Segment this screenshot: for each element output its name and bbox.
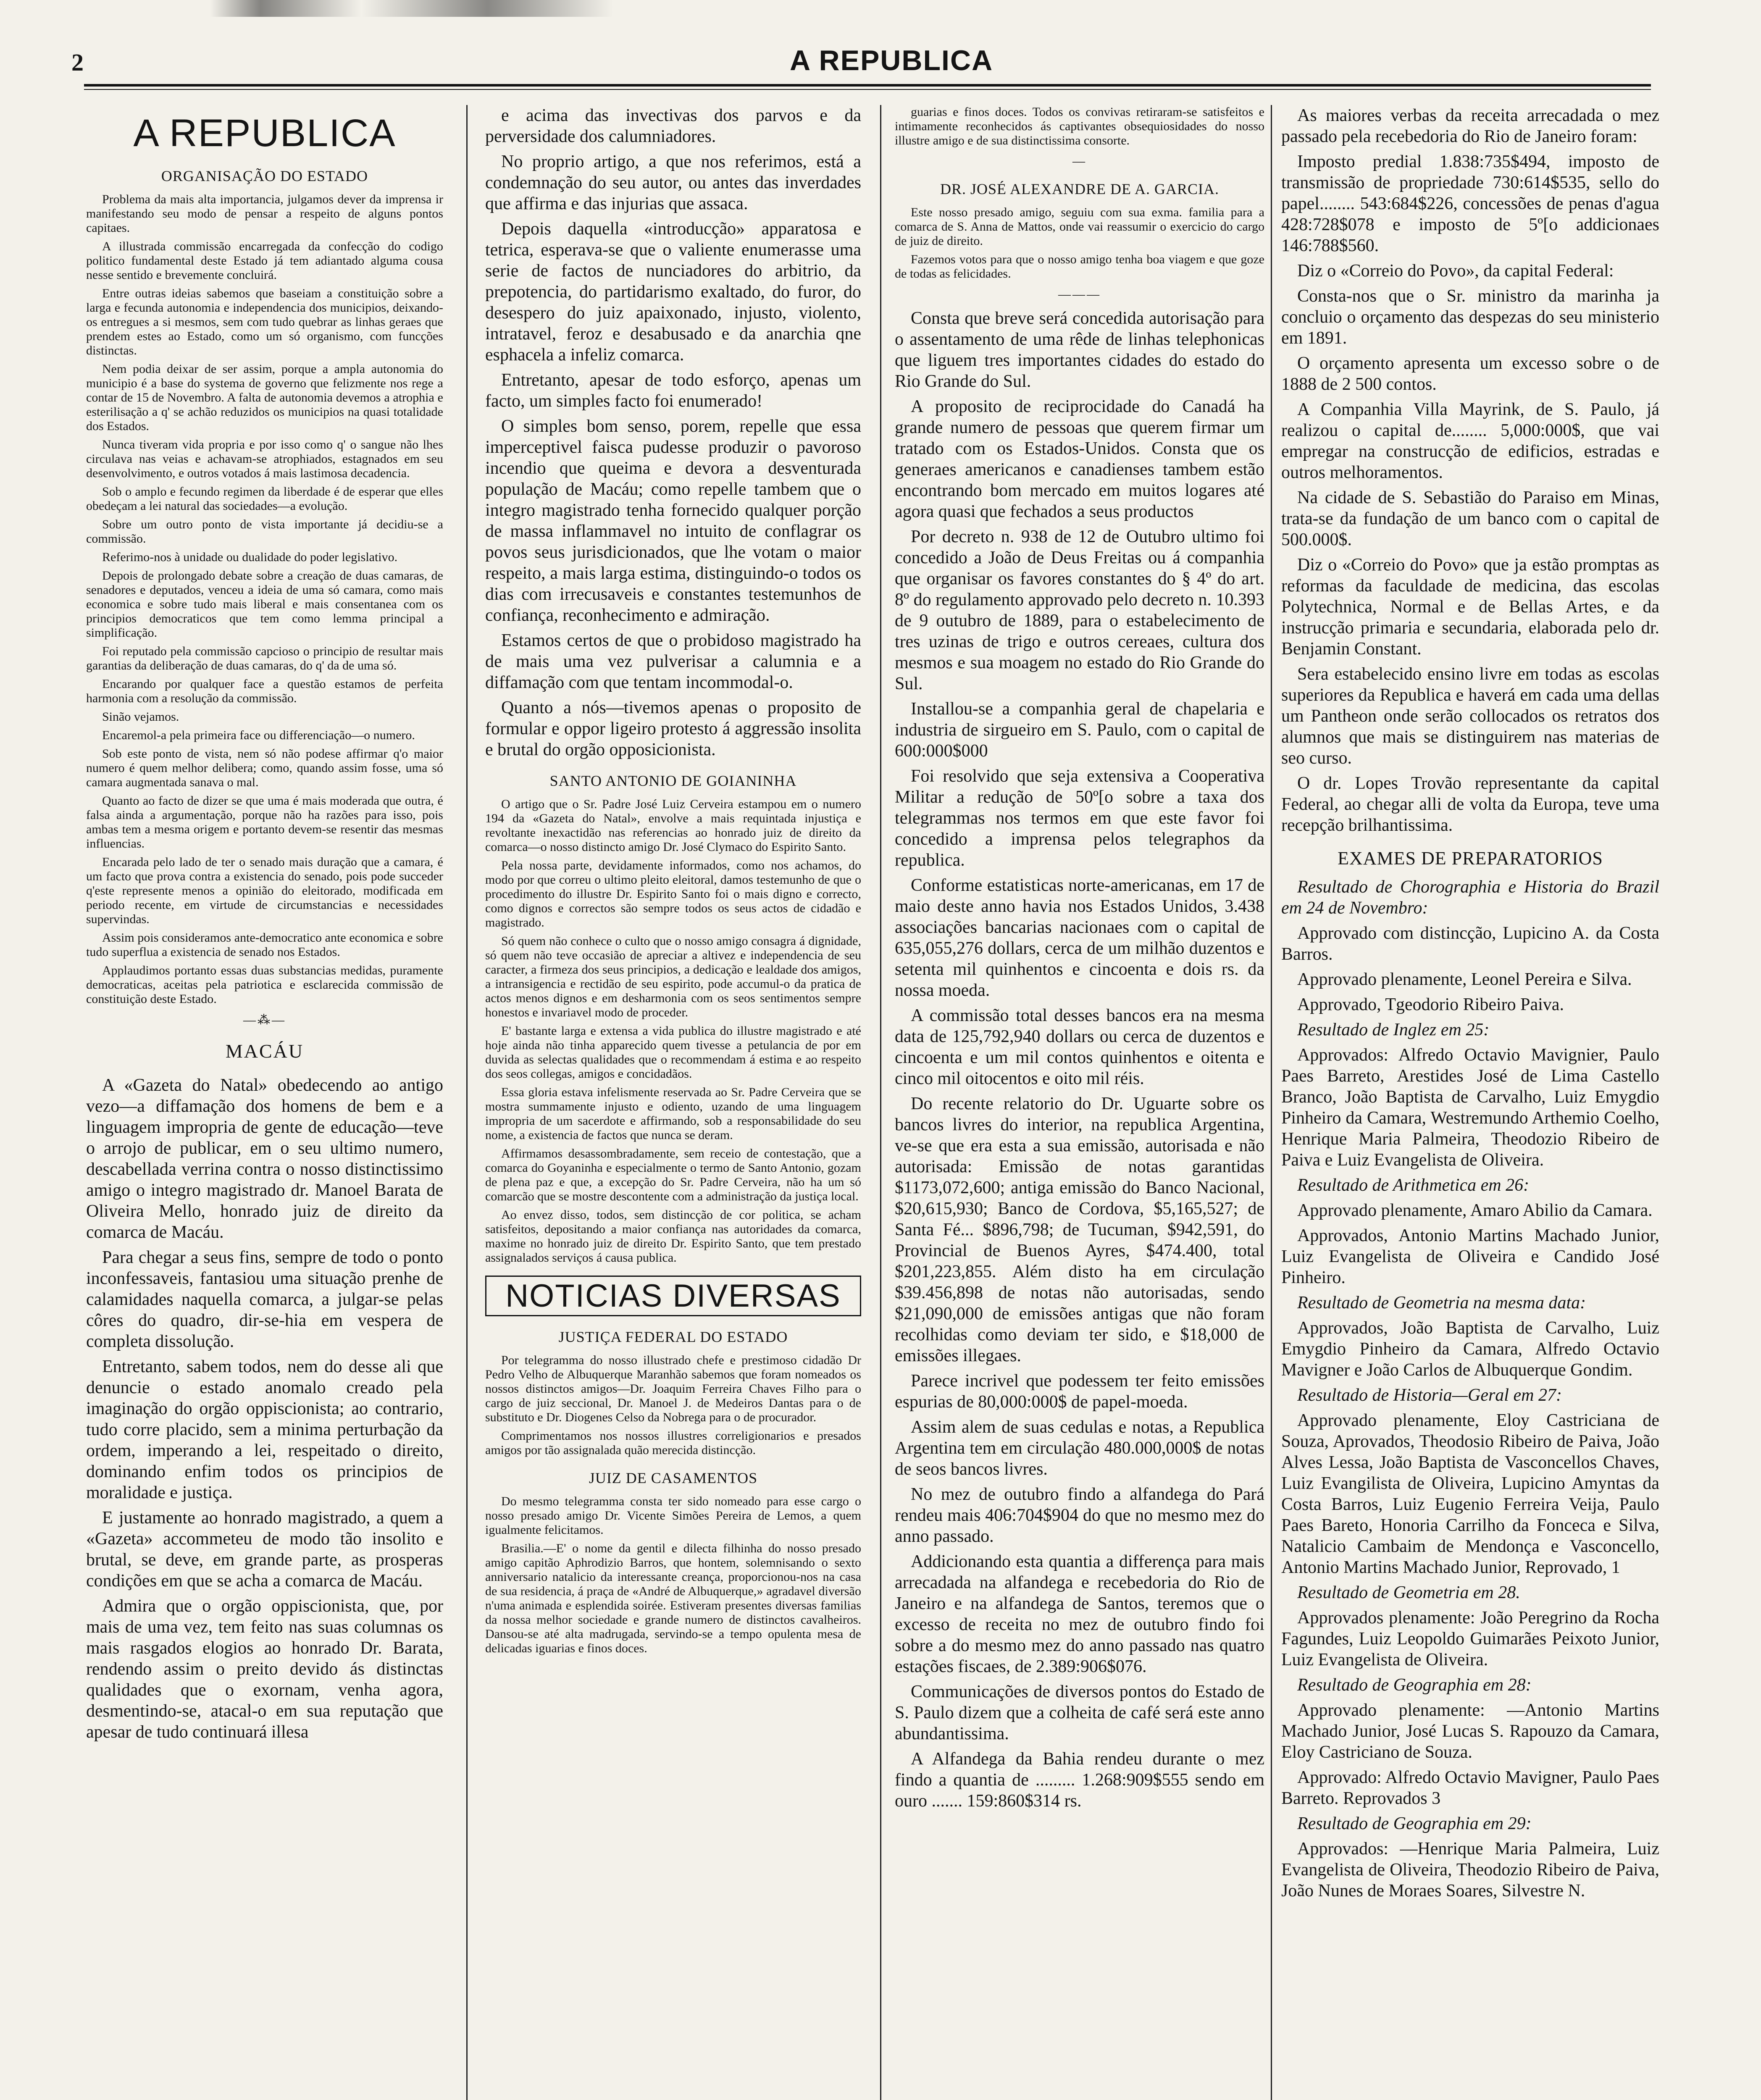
article-garcia — [895, 205, 1264, 281]
paragraph: Parece incrivel que podessem ter feito emissões espurias de 80,000:000$ de papel-moeda. — [895, 1371, 1264, 1412]
paragraph: Affirmamos desassombradamente, sem receio de contestação, que a comarca do Goyaninha e especialmente o termo de Santo Antonio, gozam de plena paz e que, a excepção do Sr. Padre Cerveira, não ha um só comarcão que se mostre descontente com a administração da justiça local. — [485, 1147, 861, 1203]
paragraph: Communicações de diversos pontos do Estado de S. Paulo dizem que a colheita de café será este anno abundantissima. — [895, 1682, 1264, 1743]
section-title-organisacao: ORGANISAÇÃO DO ESTADO — [161, 168, 368, 184]
column-2 — [485, 105, 861, 2100]
paragraph: Do mesmo telegramma consta ter sido nomeado para esse cargo o nosso presado amigo Dr. Vicente Simões Pereira de Lemos, a quem igualmente felicitamos. — [485, 1494, 861, 1537]
paragraph: Este nosso presado amigo, seguiu com sua exma. familia para a comarca de S. Anna de Mattos, onde vai reassumir o exercicio do cargo de juiz de direito. — [895, 205, 1264, 248]
paragraph: Resultado de Arithmetica em 26: — [1297, 1176, 1530, 1195]
section-title-juiz: JUIZ DE CASAMENTOS — [589, 1470, 758, 1486]
paragraph: Resultado de Geographia em 28: — [1297, 1675, 1532, 1695]
paragraph: Consta que breve será concedida autorisação para o assentamento de uma rêde de linhas telephonicas que liguem tres importantes cidades do estado do Rio Grande do Sul. — [895, 309, 1264, 391]
paragraph: Imposto predial 1.838:735$494, imposto de transmissão de propriedade 730:614$535, sello do papel........ 543:684$226, concessões de penas d'agua 428:728$078 e imposto de 5º[o addicionaes 146:788$560. — [1281, 152, 1659, 255]
paragraph: E justamente ao honrado magistrado, a quem a «Gazeta» accommeteu de modo tão insolito e brutal, se deve, em grande parte, as prosperas condições em que se acha a comarca de Macáu. — [86, 1508, 443, 1591]
paragraph: Sera estabelecido ensino livre em todas as escolas superiores da Republica e haverá em cada uma dellas um Pantheon onde serão collocados os retratos dos alumnos que mais se distinguirem nas materias de seo curso. — [1281, 664, 1659, 768]
paragraph: No proprio artigo, a que nos referimos, está a condemnação do seu autor, ou antes das inverdades que affirma e das injurias que assaca. — [485, 152, 861, 213]
paragraph: Assim alem de suas cedulas e notas, a Republica Argentina tem em circulação 480.000,000$ de notas de seos bancos livres. — [895, 1418, 1264, 1479]
paragraph: Depois daquella «introducção» apparatosa e tetrica, esperava-se que o valiente enumerasse uma serie de factos de nunciadores do arbitrio, da prepotencia, do partidarismo exaltado, do furor, do desespero do juiz apaixonado, injusto, violento, intratavel, feroz e desabusado e da anarchia qne esphacela a infeliz comarca. — [485, 219, 861, 365]
paragraph: Problema da mais alta importancia, julgamos dever da imprensa ir manifestando seu modo de pensar a respeito de alguns pontos capitaes. — [86, 192, 443, 235]
paragraph: No mez de outubro findo a alfandega do Pará rendeu mais 406:704$904 do que no mesmo mez do anno passado. — [895, 1485, 1264, 1546]
running-title: A REPUBLICA — [790, 45, 994, 76]
paragraph: Nunca tiveram vida propria e por isso como q' o sangue não lhes circulava nas veias e achavam-se atrophiados, estagnados em seu desenvolvimento, e outros votados á mais lastimosa decadencia. — [86, 438, 443, 480]
paragraph: A Alfandega da Bahia rendeu durante o mez findo a quantia de ......... 1.268:909$555 sendo em ouro ....... 159:860$314 rs. — [895, 1749, 1264, 1811]
paragraph: Approvados plenamente: João Peregrino da Rocha Fagundes, Luiz Leopoldo Guimarães Peixoto Junior, Luiz Evangelista de Oliveira. — [1281, 1608, 1659, 1670]
divider: — — [1072, 154, 1087, 168]
column-3 — [895, 105, 1264, 2100]
column-4 — [1281, 105, 1659, 2100]
column-rule — [466, 105, 468, 2100]
article-exames — [1281, 877, 1659, 1901]
article-brasilia-continued — [895, 105, 1264, 148]
paragraph: Admira que o orgão oppiscionista, que, por mais de uma vez, tem feito nas suas columnas os mais rasgados elogios ao honrado Dr. Barata, rendendo assim o preito devido ás distinctas qualidades que o exornam, venha agora, desmentindo-se, atacal-o em sua reputação que apesar de tudo continuará illesa — [86, 1596, 443, 1742]
paragraph: Resultado de Geographia em 29: — [1297, 1814, 1532, 1833]
paragraph: Resultado de Chorographia e Historia do Brazil em 24 de Novembro: — [1281, 877, 1659, 918]
paragraph: Por telegramma do nosso illustrado chefe e prestimoso cidadão Dr Pedro Velho de Albuquerque Maranhão sabemos que foram nomeados os nossos distinctos amigos—Dr. Joaquim Ferreira Chaves Filho para o cargo de juiz seccional, Dr. Manoel J. de Medeiros Dantas para o de substituto e Dr. Diogenes Celso da Nobrega para o de procurador. — [485, 1353, 861, 1424]
paragraph: Approvado plenamente, Leonel Pereira e Silva. — [1297, 970, 1632, 989]
paragraph: Por decreto n. 938 de 12 de Outubro ultimo foi concedido a João de Deus Freitas ou á companhia que organisar os favores constantes do § 4º do art. 8º do regulamento approvado pelo decreto n. 10.393 de 9 outubro de 1889, para o estabelecimento de tres uzinas de trigo e outros cereaes, cultura dos mesmos e sua moagem no estado do Rio Grande do Sul. — [895, 527, 1264, 693]
paragraph: O orçamento apresenta um excesso sobre o de 1888 de 2 500 contos. — [1281, 354, 1659, 394]
article-macau-continued — [485, 105, 861, 760]
column-1 — [86, 105, 443, 2100]
paragraph: Pela nossa parte, devidamente informados, como nos achamos, do modo por que correu o ultimo pleito eleitoral, damos testemunho de que o procedimento do illustre Dr. Espirito Santo foi o mais digno e correcto, como dignos e correctos são sempre todos os seus actos de cidadão e magistrado. — [485, 858, 861, 929]
paragraph: Entretanto, sabem todos, nem do desse ali que denuncie o estado anomalo creado pela imaginação do orgão oppiscionista; ao contrario, tudo corre placido, sem a minima perturbação da ordem, imperando a lei, respeitado o direito, dominando enfim todos os principios de moralidade e justiça. — [86, 1357, 443, 1502]
section-title-macau: MACÁU — [225, 1040, 304, 1062]
notes-column-4 — [1281, 105, 1659, 836]
paragraph: Installou-se a companhia geral de chapelaria e industria de sirgueiro em S. Paulo, com o capital de 600:000$000 — [895, 699, 1264, 761]
paragraph: Resultado de Geometria na mesma data: — [1297, 1293, 1586, 1312]
paragraph: Referimo-nos à unidade ou dualidade do poder legislativo. — [102, 550, 398, 564]
paragraph: Approvado plenamente: —Antonio Martins Machado Junior, José Lucas S. Rapouzo da Camara, Eloy Castriciano de Souza. — [1281, 1701, 1659, 1762]
article-santo-antonio — [485, 797, 861, 1265]
section-title-justica: JUSTIÇA FEDERAL DO ESTADO — [558, 1328, 788, 1345]
paragraph: Foi resolvido que seja extensiva a Cooperativa Militar a redução de 50º[o sobre a taxa dos telegrammas nos termos em que este favor foi concedido a imprensa pelos telegraphos da republica. — [895, 766, 1264, 870]
paragraph: Approvado plenamente, Eloy Castriciana de Souza, Aprovados, Theodosio Ribeiro de Paiva, João Alves Lessa, João Baptista de Vasconcellos Chaves, Luiz Evangilista de Oliveira, Lupicino Amyntas da Costa Barros, Luiz Eugenio Ferreira Veija, Paulo Paes Bareto, Honoria Carrilho da Fonceca e Silva, Natalicio Cambaim de Mendonça e Vasconcello, Antonio Martins Machado Junior, Reprovado, 1 — [1281, 1411, 1659, 1577]
article-juiz — [485, 1494, 861, 1656]
section-title-exames: EXAMES DE PREPARATORIOS — [1338, 848, 1603, 869]
paragraph: Approvados: Alfredo Octavio Mavignier, Paulo Paes Barreto, Arestides José de Lima Castello Branco, João Baptista de Carvalho, Luiz Emygdio Pinheiro da Camara, Westremundo Arthemio Coelho, Henrique Maria Palmeira, Theodozio Ribeiro de Paiva e Luiz Evangelista de Oliveira. — [1281, 1045, 1659, 1170]
ink-smudge — [210, 0, 714, 17]
article-justica — [485, 1353, 861, 1457]
page-number: 2 — [71, 49, 84, 76]
paragraph: Só quem não conhece o culto que o nosso amigo consagra á dignidade, só quem não teve occasião de apreciar a altivez e independencia de seu caracter, a firmeza dos seus principios, a dedicação e lealdade dos amigos, a intransigencia e rectidão de seu espirito, pode accumul-o da pratica de actos menos dignos e em desharmonia com os seos sentimentos sempre honestos e invariavel modo de proceder. — [485, 934, 861, 1019]
paragraph: guarias e finos doces. Todos os convivas retiraram-se satisfeitos e intimamente reconhecidos ás captivantes obsequiosidades do nosso illustre amigo e de sua distinctissima consorte. — [895, 105, 1264, 147]
paragraph: Resultado de Historia—Geral em 27: — [1297, 1386, 1562, 1405]
article-macau — [86, 1075, 443, 1743]
paragraph: Sob o amplo e fecundo regimen da liberdade é de esperar que elles obedeçam a lei natural das sociedades—a evolução. — [86, 485, 443, 513]
paragraph: Entre outras ideias sabemos que baseiam a constituição sobre a larga e fecunda autonomia e independencia dos municipios, deixando-os entregues a si mesmos, sem com tudo quebrar as linhas geraes que prendem estes ao Estado, como um só organismo, com funcções distinctas. — [86, 286, 443, 357]
notes-column-3 — [895, 308, 1264, 1811]
paragraph: e acima das invectivas dos parvos e da perversidade dos calumniadores. — [485, 106, 861, 146]
paragraph: Conforme estatisticas norte-americanas, em 17 de maio deste anno havia nos Estados Unidos, 3.438 associações bancarias nacionaes com o capital de 635,055,276 dollars, cerca de um milhão duzentos e setenta mil quinhentos e cincoenta e dois rs. da nossa moeda. — [895, 876, 1264, 1000]
paragraph: Brasilia.—E' o nome da gentil e dilecta filhinha do nosso presado amigo capitão Aphrodizio Barros, que hontem, solemnisando o sexto anniversario natalicio da interessante creança, proporcionou-nos na casa de sua residencia, á praça de «André de Albuquerque,» agradavel diversão n'uma animada e esplendida soirée. Estiveram presentes diversas familias da nossa melhor sociedade e grande numero de distinctos cavalheiros. Dansou-se até alta madrugada, servindo-se a tempo opulenta mesa de delicadas iguarias e finos doces. — [485, 1541, 861, 1655]
column-rule — [1271, 105, 1272, 2100]
paragraph: Resultado de Inglez em 25: — [1297, 1020, 1490, 1040]
paragraph: O dr. Lopes Trovão representante da capital Federal, ao chegar alli de volta da Europa, teve uma recepção brilhantissima. — [1281, 774, 1659, 835]
paragraph: Foi reputado pela commissão capcioso o principio de resultar mais garantias da deliberação de duas camaras, do q' da de uma só. — [86, 644, 443, 672]
paragraph: Diz o «Correio do Povo» que ja estão promptas as reformas da faculdade de medicina, das escolas Polytechnica, Normal e de Bellas Artes, e da instrucção primaria e secundaria, elaborada pelo dr. Benjamin Constant. — [1281, 555, 1659, 659]
paragraph: Applaudimos portanto essas duas substancias medidas, puramente democraticas, aceitas pela patriotica e esclarecida commissão de constituição deste Estado. — [86, 963, 443, 1006]
section-title-santo-antonio: SANTO ANTONIO DE GOIANINHA — [549, 772, 797, 789]
paragraph: Estamos certos de que o probidoso magistrado ha de mais uma vez pulverisar a calumnia e a diffamação com que tentam incommodal-o. — [485, 631, 861, 692]
paragraph: Sob este ponto de vista, nem só não podese affirmar q'o maior numero é quem melhor delibera; como, quando assim fosse, uma só camara augmentada sanava o mal. — [86, 747, 443, 789]
paragraph: Na cidade de S. Sebastião do Paraiso em Minas, trata-se da fundação de um banco com o capital de 500.000$. — [1281, 488, 1659, 549]
paragraph: Approvado plenamente, Amaro Abilio da Camara. — [1297, 1201, 1653, 1220]
paragraph: Approvado com distincção, Lupicino A. da Costa Barros. — [1281, 924, 1659, 964]
paragraph: A Companhia Villa Mayrink, de S. Paulo, já realizou o capital de........ 5,000:000$, que vai empregar na construcção de edificios, estradas e outros melhoramentos. — [1281, 400, 1659, 482]
paragraph: O artigo que o Sr. Padre José Luiz Cerveira estampou em o numero 194 da «Gazeta do Natal», envolve a mais requintada injustiça e revoltante inexactidão nas referencias ao honrado juiz de direito da comarca—o nosso distincto amigo Dr. José Clymaco do Espirito Santo. — [485, 797, 861, 854]
section-title-garcia: DR. JOSÉ ALEXANDRE DE A. GARCIA. — [940, 181, 1220, 197]
paragraph: Encarando por qualquer face a questão estamos de perfeita harmonia com a resolução da commissão. — [86, 677, 443, 705]
paragraph: Approvado: Alfredo Octavio Mavigner, Paulo Paes Barreto. Reprovados 3 — [1281, 1768, 1659, 1808]
paragraph: Do recente relatorio do Dr. Uguarte sobre os bancos livres do interior, na republica Argentina, ve-se que era esta a sua emissão, autorisada e não autorisada: Emissão de notas garantidas $1173,072,600; antiga emissão do Banco Nacional, $20,615,930; Banco de Cordova, $5,165,527; de Santa Fé... $896,798; de Tucuman, $942,591, do Provincial de Buenos Ayres, $474.400, total $201,223,855. Além disto ha em circulação $39.456,898 de notas não autorisadas, sendo $21,090,000 de emissões antigas que não foram recolhidas como deviam ter sido, e $18,000 de emissões illegaes. — [895, 1094, 1264, 1365]
paragraph: Consta-nos que o Sr. ministro da marinha ja concluio o orçamento das despezas do seu ministerio em 1891. — [1281, 286, 1659, 348]
paragraph: Essa gloria estava infelismente reservada ao Sr. Padre Cerveira que se mostra summamente injusto e odiento, uzando de uma linguagem impropria de um sacerdote e affirmando, sob a responsabilidade do seu nome, a existencia de factos que nunca se deram. — [485, 1085, 861, 1142]
paragraph: Entretanto, apesar de todo esforço, apenas um facto, um simples facto foi enumerado! — [485, 370, 861, 411]
paragraph: O simples bom senso, porem, repelle que essa imperceptivel faisca pudesse produzir o pavoroso incendio que queima e devora a desventurada população de Macáu; como repelle tambem que o integro magistrado tenha fornecido qualquer porção de massa inflammavel no intuito de conflagrar os povos seus jurisdicionados, que lhe votam o maior respeito, a mais larga estima, distinguindo-o todos os dias com irrecusaveis e constantes testemunhos de confiança, reconhecimento e admiração. — [485, 417, 861, 625]
paper-title: A REPUBLICA — [133, 112, 396, 155]
paragraph: Approvado, Tgeodorio Ribeiro Paiva. — [1297, 995, 1564, 1014]
paragraph: Quanto ao facto de dizer se que uma é mais moderada que outra, é falsa ainda a argumentação, porque não ha razões para isso, pois ambas tem a mesma origem e portanto devem-se resentir das mesmas influencias. — [86, 794, 443, 850]
paragraph: As maiores verbas da receita arrecadada o mez passado pela recebedoria do Rio de Janeiro foram: — [1281, 106, 1659, 146]
paragraph: Addicionando esta quantia a differença para mais arrecadada na alfandega e recebedoria do Rio de Janeiro e na alfandega de Santos, teremos que o excesso de receita no mez de outubro findo foi sobre a do mesmo mez do anno passado nas quatro estações fiscaes, de 2.389:906$076. — [895, 1552, 1264, 1676]
paragraph: Assim pois consideramos ante-democratico ante economica e sobre tudo superflua a existencia de senado nos Estados. — [86, 931, 443, 959]
paragraph: Quanto a nós—tivemos apenas o proposito de formular e oppor ligeiro protesto á aggressão insolita e brutal do orgão opposicionista. — [485, 698, 861, 759]
paragraph: A «Gazeta do Natal» obedecendo ao antigo vezo—a diffamação dos homens de bem e a linguagem impropria de gente de educação—teve o arrojo de publicar, em o seu ultimo numero, descabellada verrina contra o nosso distinctissimo amigo o integro magistrado dr. Manoel Barata de Oliveira Mello, honrado juiz de direito da comarca de Macáu. — [86, 1076, 443, 1242]
paragraph: Comprimentamos nos nossos illustres correligionarios e presados amigos por tão assignalada quão merecida distincção. — [485, 1429, 861, 1457]
paragraph: Ao envez disso, todos, sem distincção de cor politica, se acham satisfeitos, depositando a maior confiança nas autoridades da comarca, maxime no honrado juiz de direito Dr. Espirito Santo, que tem prestado assignalados serviços á causa publica. — [485, 1208, 861, 1265]
paragraph: Approvados, João Baptista de Carvalho, Luiz Emygdio Pinheiro da Camara, Alfredo Octavio Mavigner e João Carlos de Albuquerque Gondim. — [1281, 1318, 1659, 1380]
paragraph: Sobre um outro ponto de vista importante já decidiu-se a commissão. — [86, 517, 443, 546]
paragraph: Encaremol-a pela primeira face ou differenciação—o numero. — [102, 728, 415, 742]
divider: ——— — [1058, 287, 1101, 301]
column-rule — [880, 105, 881, 2100]
paragraph: Resultado de Geometria em 28. — [1297, 1583, 1520, 1602]
paragraph: A proposito de reciprocidade do Canadá ha grande numero de pessoas que querem firmar um tratado com os Estados-Unidos. Consta que os generaes americanos e canadienses tambem estão encontrando bom mercado em muitos logares até agora quasi que fechados a seus productos — [895, 397, 1264, 521]
paragraph: A commissão total desses bancos era na mesma data de 125,792,940 dollars ou cerca de duzentos e cincoenta e um mil contos quinhentos e oitenta e cinco mil oitocentos e oito mil réis. — [895, 1006, 1264, 1088]
paragraph: A illustrada commissão encarregada da confecção do codigo politico fundamental deste Estado já tem adiantado alguma cousa nesse sentido e brevemente concluirá. — [86, 239, 443, 282]
paragraph: Nem podia deixar de ser assim, porque a ampla autonomia do municipio é a base do systema de governo que felizmente nos rege a contar de 15 de Novembro. A falta de autonomia devemos a atrophia e esterilisação a q' se achão reduzidos os municipios na quasi totalidade dos Estados. — [86, 362, 443, 433]
section-title-noticias: NOTICIAS DIVERSAS — [485, 1276, 861, 1316]
ornament-divider: —⁂— — [243, 1013, 286, 1027]
paragraph: Para chegar a seus fins, sempre de todo o ponto inconfessaveis, fantasiou uma situação prenhe de calamidades naquella comarca, a julgar-se pelas côres do quadro, dir-se-hia em vespera de completa dissolução. — [86, 1248, 443, 1351]
paragraph: Approvados: —Henrique Maria Palmeira, Luiz Evangelista de Oliveira, Theodozio Ribeiro de Paiva, João Nunes de Moraes Soares, Silvestre N. — [1281, 1839, 1659, 1900]
article-organisacao — [86, 192, 443, 1006]
masthead-rule — [84, 84, 1651, 90]
paragraph: Approvados, Antonio Martins Machado Junior, Luiz Evangelista de Oliveira e Candido José Pinheiro. — [1281, 1226, 1659, 1287]
paragraph: Diz o «Correio do Povo», da capital Federal: — [1297, 261, 1614, 281]
paragraph: Fazemos votos para que o nosso amigo tenha boa viagem e que goze de todas as felicidades. — [895, 252, 1264, 281]
paragraph: Encarada pelo lado de ter o senado mais duração que a camara, é um facto que prova contra a existencia do senado, pois pode succeder q'este represente menos a opinião do eleitorado, modificada em periodo recente, em virtude de circumstancias e necessidades supervindas. — [86, 855, 443, 926]
paragraph: E' bastante larga e extensa a vida publica do illustre magistrado e até hoje ainda não tinha apparecido quem tivesse a petulancia de por em duvida as selectas qualidades que o recommendam á estima e ao respeito dos seos collegas, amigos e concidadãos. — [485, 1024, 861, 1081]
paragraph: Depois de prolongado debate sobre a creação de duas camaras, de senadores e deputados, venceu a ideia de uma só camara, como mais economica e sobre tudo mais liberal e mais consentanea com os principios democraticos que tem como lemma principal a simplificação. — [86, 569, 443, 640]
paragraph: Sinão vejamos. — [102, 710, 179, 724]
